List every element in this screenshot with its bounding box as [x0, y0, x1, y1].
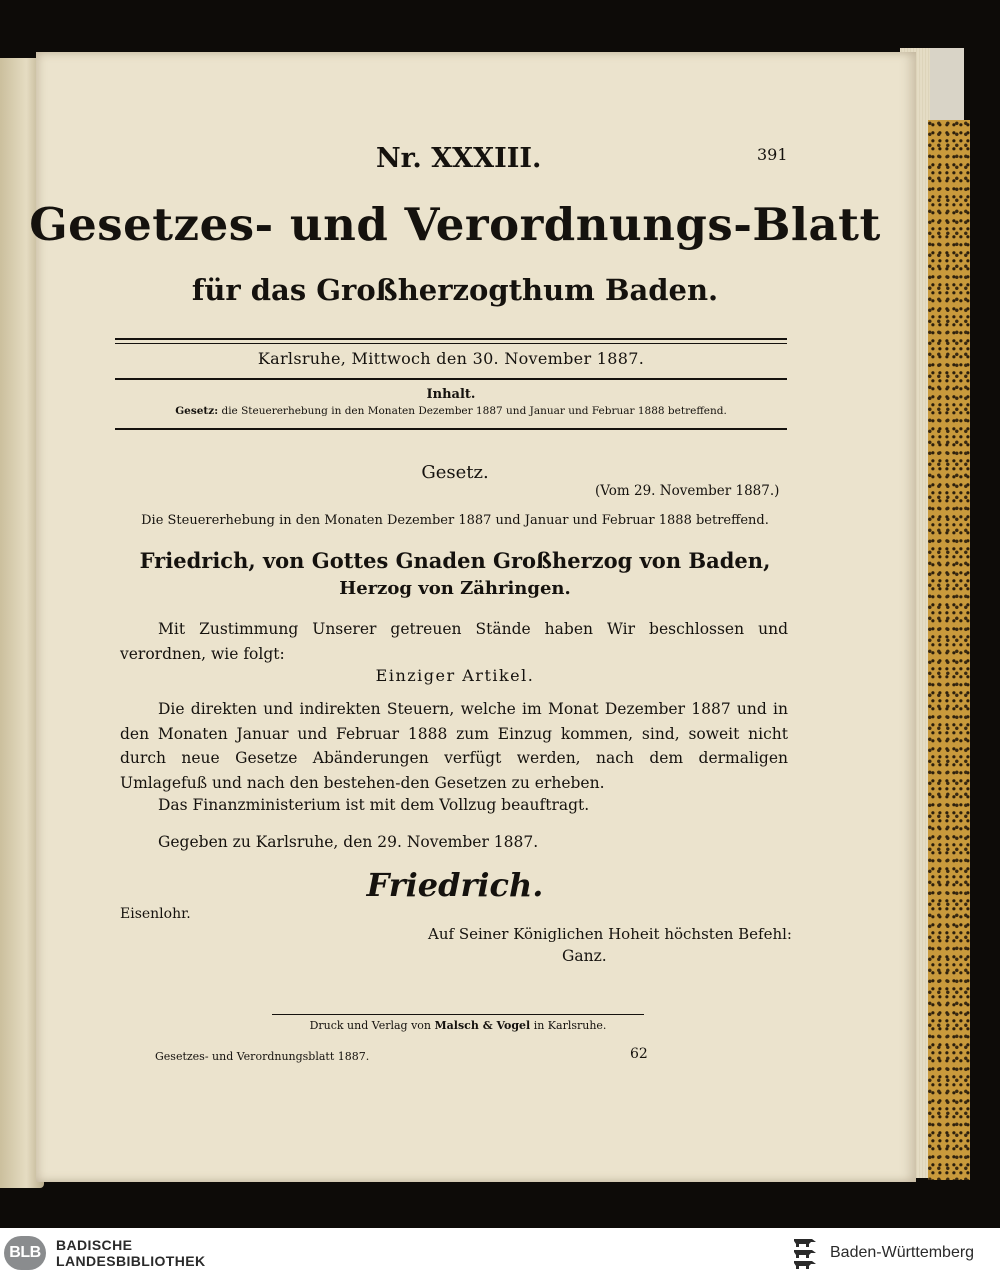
contents-label: Gesetz: — [175, 405, 219, 417]
footer-title: Gesetzes- und Verordnungsblatt 1887. — [155, 1050, 370, 1063]
contents-entry — [115, 405, 787, 417]
divider — [115, 343, 787, 344]
state-name[interactable]: Baden-Württemberg — [830, 1244, 975, 1261]
contents-heading: Inhalt. — [426, 387, 476, 402]
footer-sheet-number: 62 — [630, 1046, 648, 1062]
divider — [115, 338, 787, 340]
divider — [115, 428, 787, 430]
gazette-subtitle: für das Großherzogthum Baden. — [191, 273, 719, 307]
gazette-title: Gesetzes- und Verordnungs-Blatt — [29, 198, 881, 251]
library-name-line1: BADISCHE — [56, 1237, 133, 1253]
countersign-left: Eisenlohr. — [120, 906, 191, 922]
order-line: Auf Seiner Königlichen Hoheit höchsten Befehl: — [428, 925, 792, 943]
printer-line — [272, 1019, 644, 1032]
countersign-name: Ganz. — [562, 947, 607, 965]
divider — [272, 1014, 644, 1015]
law-date: (Vom 29. November 1887.) — [595, 483, 780, 499]
branding-bar — [0, 1228, 1000, 1278]
article-heading: Einziger Artikel. — [375, 666, 535, 685]
library-name[interactable] — [56, 1237, 206, 1269]
dateline: Karlsruhe, Mittwoch den 30. November 1887. — [257, 349, 645, 368]
issue-number: Nr. XXXIII. — [376, 143, 542, 174]
bw-lions-icon — [790, 1233, 820, 1273]
preamble: Mit Zustimmung Unserer getreuen Stände haben Wir beschlossen und verordnen, wie folgt: — [120, 620, 788, 663]
blb-logo-icon[interactable]: BLB — [4, 1236, 46, 1270]
ministry-text: Das Finanzministerium ist mit dem Vollzug beauftragt. — [158, 796, 590, 814]
page-number: 391 — [757, 145, 788, 164]
given-at: Gegeben zu Karlsruhe, den 29. November 1887. — [158, 833, 539, 851]
law-heading: Gesetz. — [421, 462, 489, 483]
printer-prefix: Druck und Verlag von — [309, 1019, 431, 1032]
printer-name: Malsch & Vogel — [434, 1019, 531, 1032]
law-subject: Die Steuererhebung in den Monaten Dezember 1887 und Januar und Februar 1888 betreffend. — [141, 513, 769, 528]
sovereign-title: Herzog von Zähringen. — [339, 578, 571, 599]
library-name-line2: LANDESBIBLIOTHEK — [56, 1253, 206, 1269]
contents-text: die Steuererhebung in den Monaten Dezember 1887 und Januar und Februar 1888 betreffend. — [221, 405, 727, 417]
signature: Friedrich. — [366, 866, 544, 904]
article-text: Die direkten und indirekten Steuern, welche im Monat Dezember 1887 und in den Monaten Januar und Februar 1888 zum Einzug kommen, sind, soweit nicht durch neue Gesetze Abänderungen verfügt werden, nach dem dermaligen Umlagefuß und nach den bestehen-den Gesetzen zu erheben. — [120, 700, 788, 792]
divider — [115, 378, 787, 380]
sovereign-line: Friedrich, von Gottes Gnaden Großherzog von Baden, — [139, 548, 771, 573]
cover-board-top — [930, 48, 964, 128]
printer-suffix: in Karlsruhe. — [533, 1019, 607, 1032]
cover-board — [928, 120, 970, 1180]
